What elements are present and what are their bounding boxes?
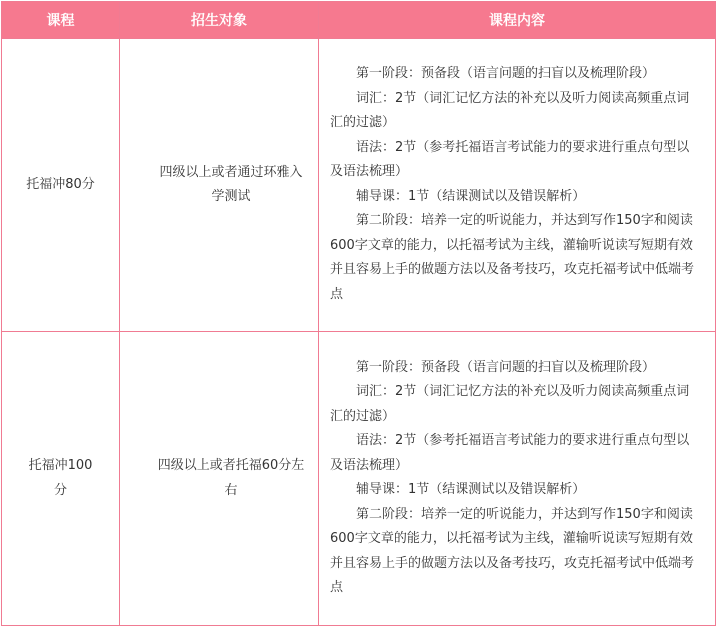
content-line-stage-2: 第二阶段：培养一定的听说能力，并达到写作150字和阅读600字文章的能力，以托福考试为主线，灌输听说读写短期有效并且容易上手的做题方法以及备考技巧，攻克托福考试中低端考点 xyxy=(330,213,695,302)
content-cell xyxy=(319,332,716,626)
content-line-vocabulary: 词汇：2节（词汇记忆方法的补充以及听力阅读高频重点词汇的过滤） xyxy=(330,384,690,424)
content-line-grammar: 语法：2节（参考托福语言考试能力的要求进行重点句型以及语法梳理） xyxy=(330,433,690,473)
header-audience: 招生对象 xyxy=(120,2,319,39)
course-name-cell: 托福冲100分 xyxy=(2,332,120,626)
content-line-vocabulary: 词汇：2节（词汇记忆方法的补充以及听力阅读高频重点词汇的过滤） xyxy=(330,90,690,130)
content-line-stage-1: 第一阶段：预备段（语言问题的扫盲以及梳理阶段） xyxy=(356,359,656,375)
course-name-cell: 托福冲80分 xyxy=(2,39,120,332)
table-row xyxy=(2,332,716,626)
content-line-stage-1: 第一阶段：预备段（语言问题的扫盲以及梳理阶段） xyxy=(356,66,656,81)
audience-cell: 四级以上或者托福60分左右 xyxy=(120,332,319,626)
header-course: 课程 xyxy=(2,2,120,39)
header-content: 课程内容 xyxy=(319,2,716,39)
course-table xyxy=(1,1,716,626)
content-cell xyxy=(319,39,716,332)
content-line-tutoring: 辅导课：1节（结课测试以及错误解析） xyxy=(356,482,586,497)
audience-cell: 四级以上或者通过环雅入学测试 xyxy=(120,39,319,332)
table-row xyxy=(2,39,716,332)
content-line-stage-2: 第二阶段：培养一定的听说能力，并达到写作150字和阅读600字文章的能力，以托福考试为主线，灌输听说读写短期有效并且容易上手的做题方法以及备考技巧，攻克托福考试中低端考点 xyxy=(330,506,695,595)
content-line-tutoring: 辅导课：1节（结课测试以及错误解析） xyxy=(356,188,586,204)
content-line-grammar: 语法：2节（参考托福语言考试能力的要求进行重点句型以及语法梳理） xyxy=(330,139,690,179)
header-row xyxy=(2,2,716,39)
